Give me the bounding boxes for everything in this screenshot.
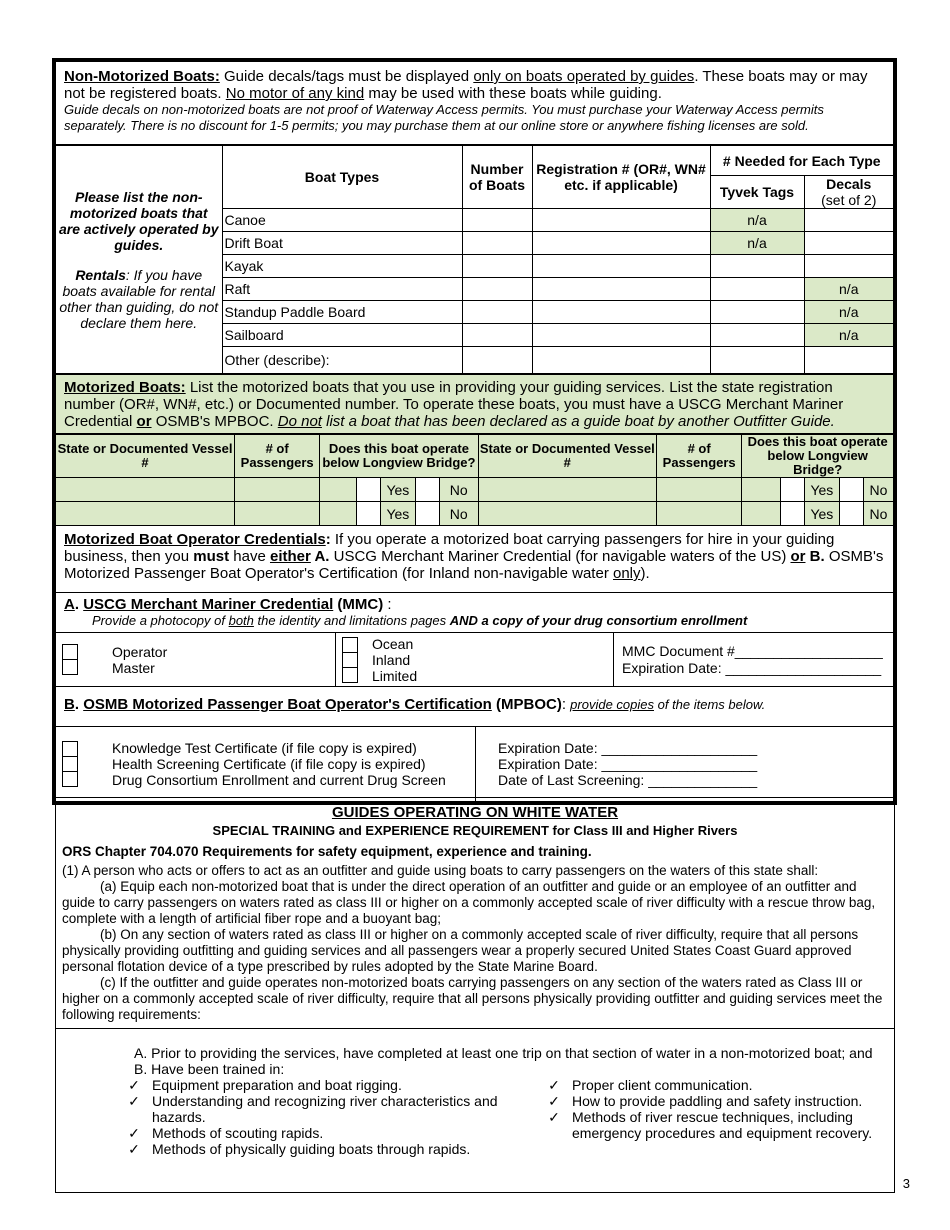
no-label: No (439, 478, 478, 502)
boat-type: Other (describe): (222, 347, 462, 374)
col-decals (804, 176, 893, 209)
passengers-field[interactable] (657, 502, 742, 526)
tyvek-cell: n/a (710, 209, 804, 232)
boat-type: Kayak (222, 255, 462, 278)
whitewater-section (55, 797, 895, 1193)
nonmotor-table (56, 145, 893, 374)
yes-checkbox[interactable] (356, 502, 380, 526)
nonmotor-note: Guide decals on non-motorized boats are not proof of Waterway Access permits. You must purchase your Waterway Access permits separately. There is no discount for 1-5 permits; you may purchase them at our online store or anywhere fishing licenses are sold. (64, 102, 824, 133)
side-bold: Please list the non-motorized boats that are actively operated by guides. (58, 188, 219, 253)
cred-must: must (193, 548, 230, 565)
intro-underline: No motor of any kind (225, 85, 365, 102)
boat-registration-field[interactable] (532, 301, 710, 324)
tyvek-field[interactable] (710, 301, 804, 324)
drug-consortium-checkbox[interactable] (62, 771, 78, 787)
section-b-options (56, 727, 893, 801)
passengers-field[interactable] (235, 478, 320, 502)
mpboc-dates (476, 727, 893, 801)
col-passengers: # of Passengers (235, 435, 320, 478)
a-note-bold: AND a copy of your drug consortium enrollment (449, 613, 748, 628)
b-letter: B (64, 696, 75, 713)
col-vessel: State or Documented Vessel # (56, 435, 235, 478)
boat-registration-field[interactable] (532, 255, 710, 278)
yes-label: Yes (381, 502, 415, 526)
col-passengers: # of Passengers (657, 435, 742, 478)
decals-field[interactable] (804, 347, 893, 374)
no-label: No (439, 502, 478, 526)
col-vessel: State or Documented Vessel # (478, 435, 657, 478)
motor-intro-text (64, 379, 885, 430)
no-checkbox[interactable] (839, 478, 863, 502)
checkmark-icon: ✓ (128, 1125, 140, 1141)
boat-count-field[interactable] (462, 209, 532, 232)
cred-text: If you operate a motorized boat carrying passengers for hire in your guiding business, then you (64, 531, 835, 565)
motor-text: list a boat that has been declared as a guide boat by another Outfitter Guide. (321, 413, 835, 430)
cred-either: either (269, 548, 311, 565)
a-letter: A (64, 596, 75, 613)
item-text: How to provide paddling and safety instruction. (572, 1093, 863, 1109)
item-text: Proper client communication. (572, 1077, 753, 1093)
item-text: Methods of river rescue techniques, including emergency procedures and equipment recovery. (572, 1109, 873, 1141)
motor-text: List the motorized boats that you use in providing your guiding services. List the state registration number (OR#, WN#, etc.) or Documented number. To operate these boats, you must have a USCG Merchant Mariner Credential (64, 379, 844, 430)
item-text: Understanding and recognizing river characteristics and hazards. (152, 1093, 498, 1125)
mpboc-items (56, 727, 476, 801)
training-list-left (116, 1077, 536, 1157)
col-bridge: Does this boat operate below Longview Bridge? (742, 435, 893, 478)
yes-label: Yes (805, 478, 839, 502)
list-item (536, 1109, 884, 1141)
vessel-field[interactable] (56, 478, 235, 502)
intro-part: Guide decals/tags must be displayed (219, 68, 474, 85)
yes-checkbox[interactable] (780, 478, 804, 502)
health-screening-checkbox[interactable] (62, 756, 78, 772)
motor-table (56, 434, 893, 526)
master-checkbox[interactable] (62, 659, 78, 675)
training-list (116, 1077, 884, 1157)
motor-or: or (136, 413, 152, 430)
cred-text: have (229, 548, 270, 565)
cred-or: or (790, 548, 806, 565)
motor-row (56, 478, 893, 502)
boat-count-field[interactable] (462, 278, 532, 301)
nonmotor-side-note (56, 146, 222, 374)
list-item (116, 1141, 536, 1157)
intro-part: may be used with these boats while guiding. (364, 85, 662, 102)
checkmark-icon: ✓ (128, 1077, 140, 1093)
boat-count-field[interactable] (462, 232, 532, 255)
ocean-checkbox[interactable] (342, 637, 358, 653)
knowledge-expiration-field[interactable]: Expiration Date: ____________________ (498, 740, 758, 756)
col-number: Number of Boats (462, 146, 532, 209)
checkmark-icon: ✓ (128, 1141, 140, 1157)
boat-type: Raft (222, 278, 462, 301)
decals-cell: n/a (804, 324, 893, 347)
ors-paragraph-c: (c) If the outfitter and guide operates non-motorized boats carrying passengers on any section of the waters rated as Class III or higher on a commonly accepted scale of river difficulty, require that all persons physically providing outfitter and guiding services meet the following requirements: (62, 975, 883, 1022)
section-a-heading: A. USCG Merchant Mariner Credential (MMC) : Provide a photocopy of both the identity and limitations pages AND a copy of your drug consortium enrollment (56, 593, 893, 633)
decals-field[interactable] (804, 232, 893, 255)
tyvek-cell: n/a (710, 232, 804, 255)
boat-type: Sailboard (222, 324, 462, 347)
a-colon: : (383, 596, 392, 613)
a-note (64, 613, 885, 629)
ors-heading: ORS Chapter 704.070 Requirements for safety equipment, experience and training. (62, 844, 592, 859)
spacer-cell (742, 502, 781, 526)
spacer-cell (742, 478, 781, 502)
mmc-fields (614, 633, 893, 686)
limited-label: Limited (372, 667, 418, 684)
vessel-field[interactable] (478, 478, 657, 502)
passengers-field[interactable] (657, 478, 742, 502)
yes-checkbox[interactable] (356, 478, 380, 502)
form-upper (52, 58, 897, 805)
role-checkboxes (62, 644, 78, 675)
requirement-b: B. Have been trained in: (134, 1061, 285, 1077)
section-b-heading: B. OSMB Motorized Passenger Boat Operator's Certification (MPBOC): provide copies of the items below. (56, 687, 893, 727)
motor-donot: Do not (277, 413, 322, 430)
master-label: Master (112, 659, 155, 676)
decals-label: Decals (826, 176, 872, 192)
no-checkbox[interactable] (415, 478, 439, 502)
boat-count-field[interactable] (462, 301, 532, 324)
tyvek-field[interactable] (710, 255, 804, 278)
decals-cell: n/a (804, 301, 893, 324)
b-colon: : (561, 696, 571, 713)
boat-type: Canoe (222, 209, 462, 232)
whitewater-statute (56, 798, 894, 1029)
tyvek-field[interactable] (710, 278, 804, 301)
b-abbr: (MPBOC) (491, 696, 562, 713)
col-bridge: Does this boat operate below Longview Bridge? (320, 435, 478, 478)
decals-field[interactable] (804, 255, 893, 278)
decals-cell: n/a (804, 278, 893, 301)
motor-row (56, 502, 893, 526)
decals-sub: (set of 2) (821, 192, 877, 208)
item-text: Methods of scouting rapids. (152, 1125, 324, 1141)
item-text: Methods of physically guiding boats through rapids. (152, 1141, 471, 1157)
mmc-document-field[interactable]: MMC Document #___________________ (622, 642, 883, 659)
col-registration: Registration # (OR#, WN# etc. if applicable) (532, 146, 710, 209)
boat-registration-field[interactable] (532, 232, 710, 255)
checkmark-icon: ✓ (128, 1093, 140, 1109)
ors-paragraph-1: (1) A person who acts or offers to act as an outfitter and guide using boats to carry passengers on the waters of this state shall: (62, 863, 819, 878)
boat-count-field[interactable] (462, 347, 532, 374)
motor-text: OSMB's MPBOC. (151, 413, 278, 430)
rentals-text: : If you have boats available for rental other than guiding, do not declare them here. (59, 266, 219, 331)
cred-text: ). (640, 565, 650, 582)
boat-registration-field[interactable] (532, 278, 710, 301)
cred-text: USCG Merchant Mariner Credential (for navigable waters of the US) (329, 548, 791, 565)
yes-label: Yes (381, 478, 415, 502)
whitewater-subtitle: SPECIAL TRAINING and EXPERIENCE REQUIREMENT for Class III and Higher Rivers (212, 823, 738, 838)
ors-paragraph-b: (b) On any section of waters rated as class III or higher on a commonly accepted scale of river difficulty, require that all persons physically providing outfitting and guiding services and all passengers wear a properly secured United States Coast Guard approved personal flotation device of a type prescribed by rules adopted by the State Marine Board. (62, 927, 859, 974)
boat-type: Standup Paddle Board (222, 301, 462, 324)
list-item (116, 1125, 536, 1141)
cred-text: OSMB's Motorized Passenger Boat Operator's Certification (for Inland non-navigable water (64, 548, 884, 582)
operator-label: Operator (112, 643, 168, 660)
list-item (116, 1093, 536, 1125)
water-checkboxes (342, 637, 358, 683)
whitewater-requirements (56, 1029, 894, 1157)
intro-underline: only on boats operated by guides (473, 68, 695, 85)
operator-checkbox[interactable] (62, 644, 78, 660)
list-item (116, 1077, 536, 1093)
credentials-intro (56, 526, 893, 593)
motor-intro (56, 374, 893, 434)
mmc-expiration-field[interactable]: Expiration Date: ____________________ (622, 659, 882, 676)
checkmark-icon: ✓ (548, 1109, 560, 1125)
nonmotor-intro-text (64, 68, 885, 102)
section-a-options (56, 633, 893, 687)
vessel-field[interactable] (478, 502, 657, 526)
list-item (536, 1093, 884, 1109)
item-text: Equipment preparation and boat rigging. (152, 1077, 402, 1093)
a-note-part: Provide a photocopy of (92, 613, 229, 628)
last-screening-field[interactable]: Date of Last Screening: ______________ (498, 772, 758, 788)
limited-checkbox[interactable] (342, 667, 358, 683)
role-options (56, 633, 336, 686)
no-checkbox[interactable] (415, 502, 439, 526)
tyvek-field[interactable] (710, 324, 804, 347)
knowledge-test-checkbox[interactable] (62, 741, 78, 757)
boat-registration-field[interactable] (532, 347, 710, 374)
rentals-label: Rentals (75, 266, 126, 283)
b-title: OSMB Motorized Passenger Boat Operator's Certification (83, 696, 492, 713)
a-note-part: the identity and limitations pages (253, 613, 450, 628)
whitewater-title: GUIDES OPERATING ON WHITE WATER (331, 804, 619, 821)
page-number: 3 (902, 1176, 910, 1191)
col-tyvek: Tyvek Tags (710, 176, 804, 209)
water-options (336, 633, 614, 686)
requirement-a: A. Prior to providing the services, have completed at least one trip on that section of water in a non-motorized boat; and (134, 1045, 873, 1061)
inland-checkbox[interactable] (342, 652, 358, 668)
b-rest: of the items below. (654, 697, 766, 712)
cred-a: A. (310, 548, 330, 565)
boat-count-field[interactable] (462, 255, 532, 278)
boat-registration-field[interactable] (532, 324, 710, 347)
tyvek-field[interactable] (710, 347, 804, 374)
b-provide: provide copies (570, 697, 654, 712)
passengers-field[interactable] (235, 502, 320, 526)
vessel-field[interactable] (56, 502, 235, 526)
drug-consortium-label: Drug Consortium Enrollment and current Drug Screen (112, 772, 446, 788)
boat-count-field[interactable] (462, 324, 532, 347)
inland-label: Inland (372, 651, 411, 668)
yes-checkbox[interactable] (780, 502, 804, 526)
ors-paragraph-a: (a) Equip each non-motorized boat that is under the direct operation of an outfitter and guide or an employee of an outfitter and guide to carry passengers on waters rated as class III or higher on a commonly accepted scale of river difficulty with a rescue throw bag, complete with a length of artificial fiber rope and a buoyant bag; (62, 879, 876, 926)
boat-registration-field[interactable] (532, 209, 710, 232)
spacer-cell (320, 502, 357, 526)
credentials-text: Motorized Boat Operator Credentials: If you operate a motorized boat carrying passengers for hire in your guiding business, then you must have either A. USCG Merchant Mariner Credential (for navigable waters of the US) or B. OSMB's Motorized Passenger Boat Operator's Certification (for Inland non-navigable water only). (64, 531, 884, 582)
intro-part: . These boats may or may not be registered boats. (64, 68, 868, 102)
no-label: No (863, 502, 893, 526)
nonmotor-heading: Non-Motorized Boats: (64, 68, 220, 85)
col-needed: # Needed for Each Type (710, 146, 893, 176)
a-abbr: (MMC) (333, 596, 384, 613)
health-expiration-field[interactable]: Expiration Date: ____________________ (498, 756, 758, 772)
motor-heading: Motorized Boats: (64, 379, 186, 396)
no-label: No (863, 478, 893, 502)
spacer-cell (320, 478, 357, 502)
a-title: USCG Merchant Mariner Credential (83, 596, 334, 613)
decals-field[interactable] (804, 209, 893, 232)
checkmark-icon: ✓ (548, 1077, 560, 1093)
training-list-right (536, 1077, 884, 1157)
col-boat-types: Boat Types (222, 146, 462, 209)
credentials-heading: Motorized Boat Operator Credentials (64, 531, 326, 548)
ocean-label: Ocean (372, 635, 414, 652)
mpboc-checkboxes (62, 741, 78, 787)
cred-b: B. (805, 548, 825, 565)
list-item (536, 1077, 884, 1093)
a-note-both: both (228, 613, 254, 628)
boat-type: Drift Boat (222, 232, 462, 255)
cred-only: only (612, 565, 641, 582)
knowledge-test-label: Knowledge Test Certificate (if file copy is expired) (112, 740, 417, 756)
health-screening-label: Health Screening Certificate (if file copy is expired) (112, 756, 426, 772)
nonmotor-intro (56, 62, 893, 145)
no-checkbox[interactable] (839, 502, 863, 526)
checkmark-icon: ✓ (548, 1093, 560, 1109)
yes-label: Yes (805, 502, 839, 526)
